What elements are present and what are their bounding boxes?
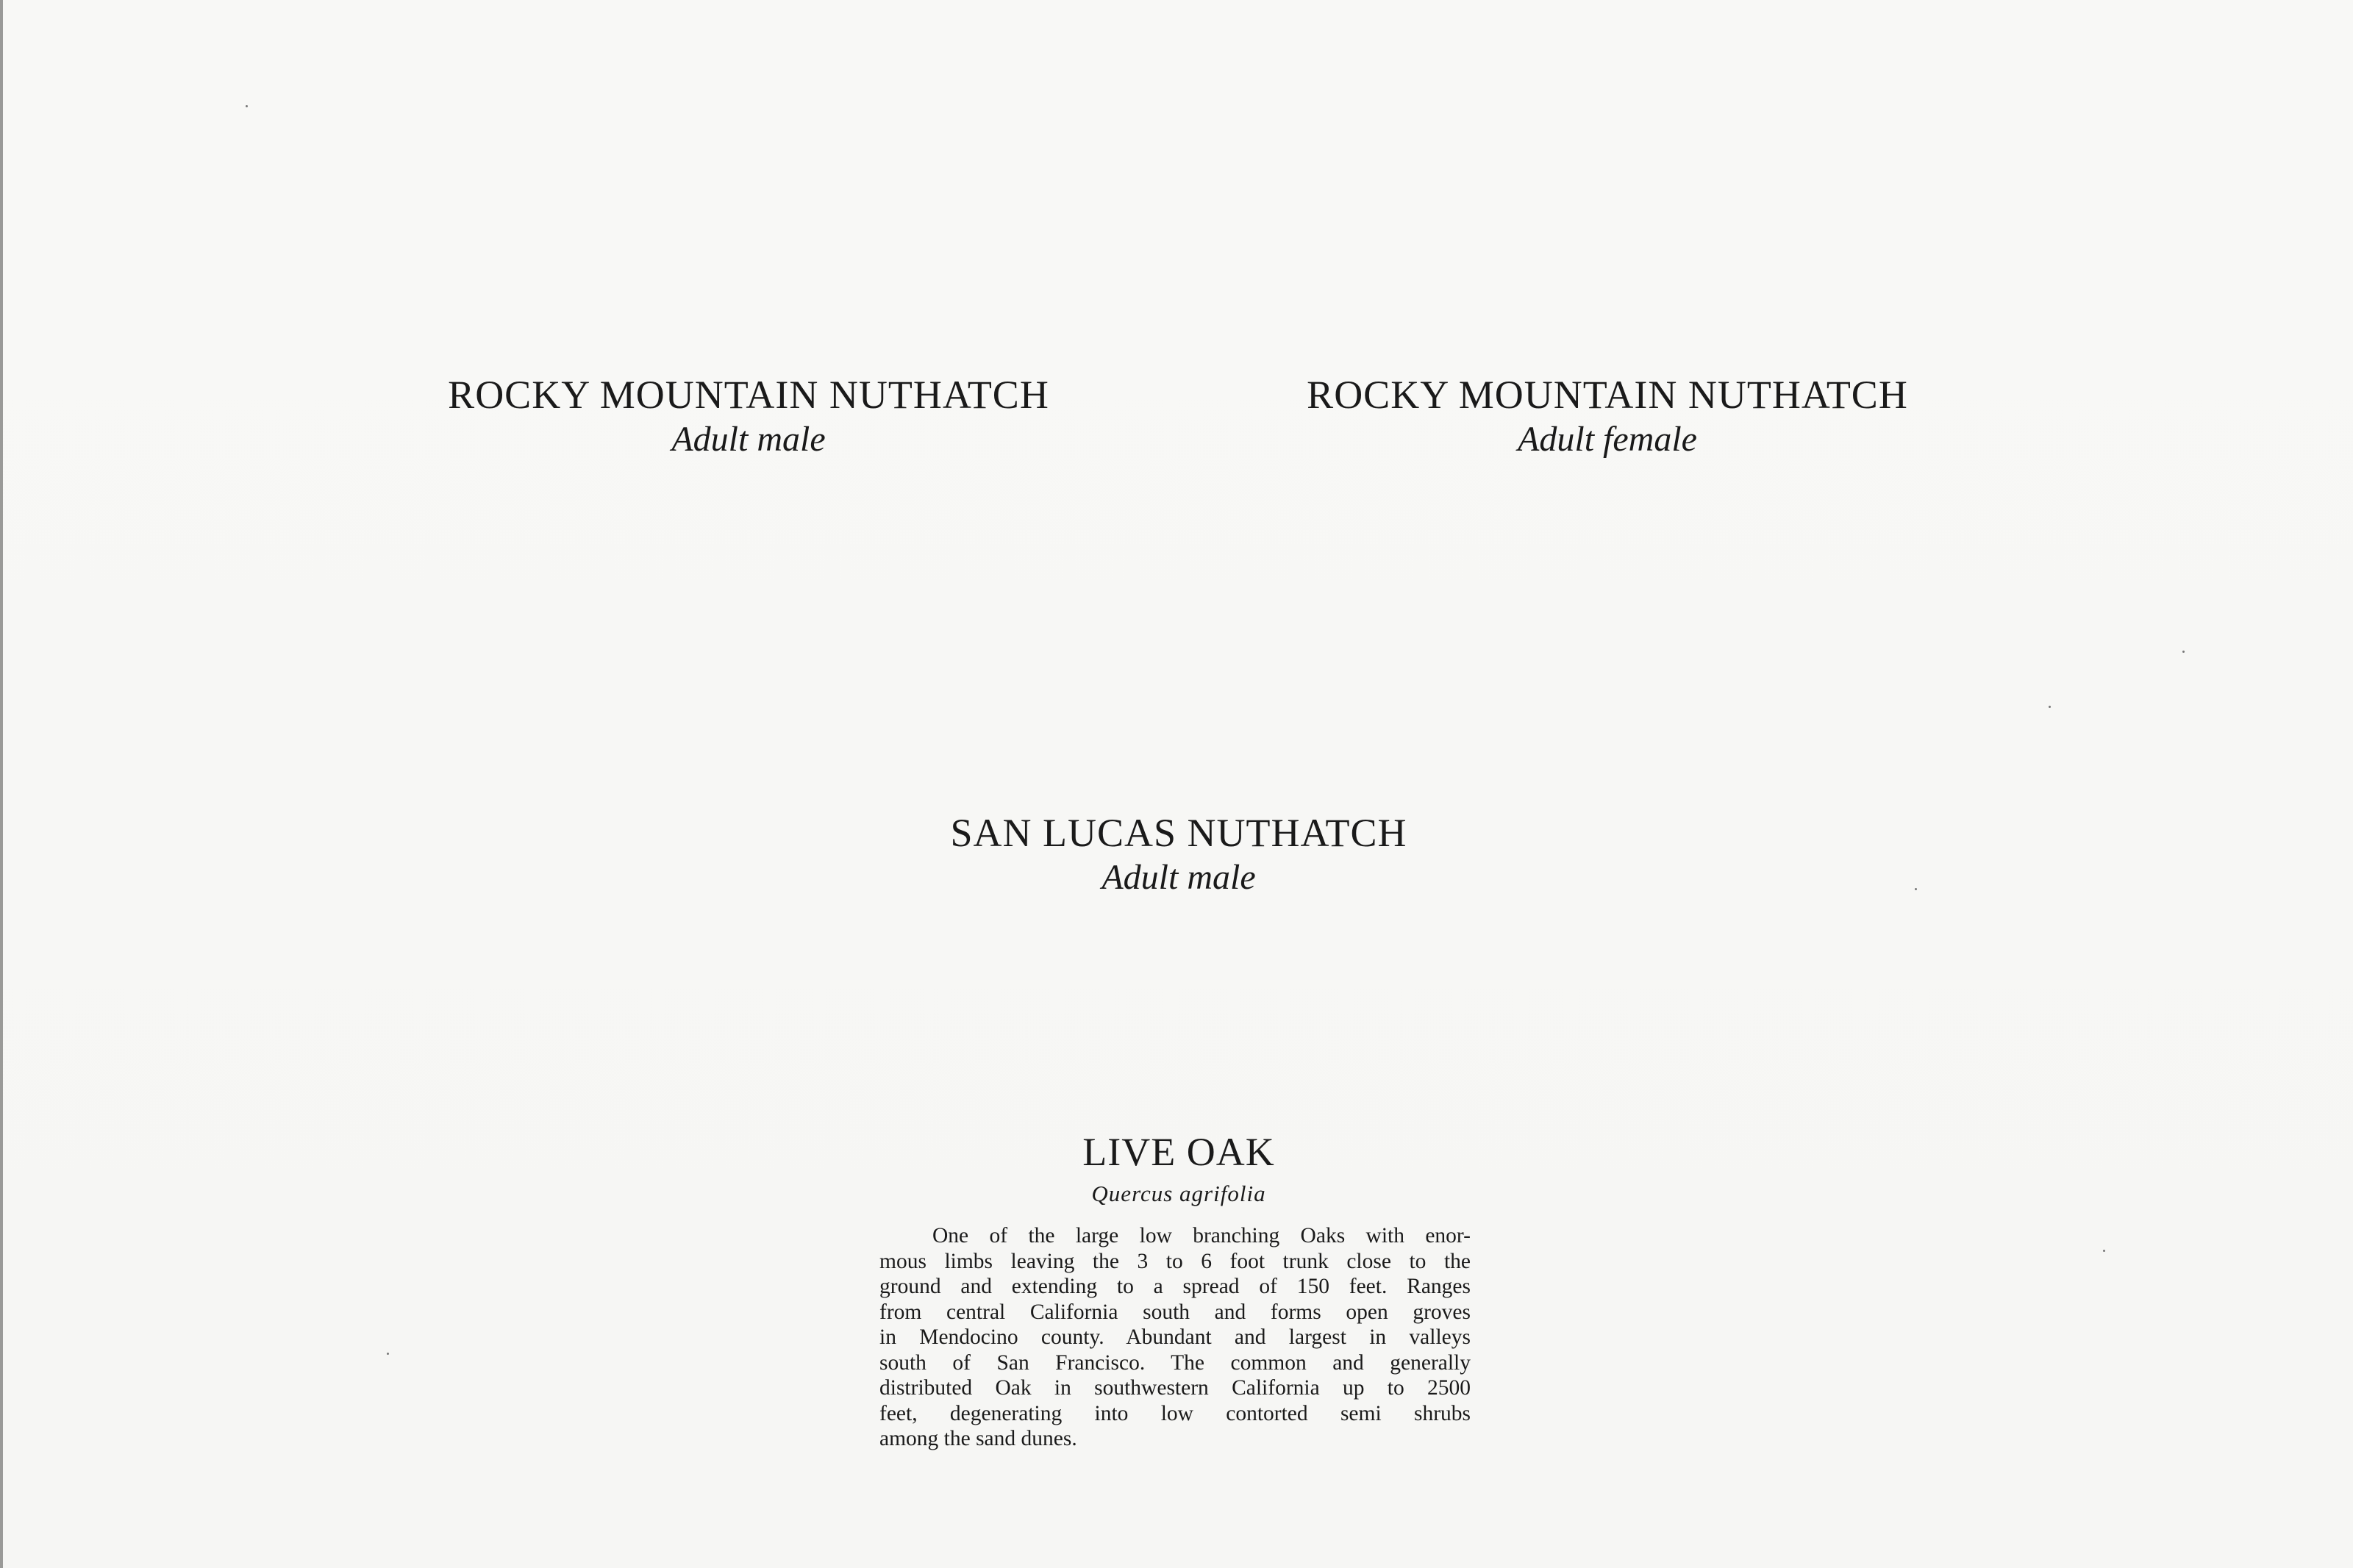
paper-speck bbox=[2049, 706, 2051, 708]
description-line: from central California south and forms open groves bbox=[879, 1300, 1471, 1324]
page-edge bbox=[0, 0, 3, 1568]
description-line: ground and extending to a spread of 150 feet. Ranges bbox=[879, 1275, 1471, 1298]
paper-speck bbox=[2182, 651, 2185, 653]
description-line: One of the large low branching Oaks with enor- bbox=[932, 1224, 1471, 1247]
description-line: in Mendocino county. Abundant and largest in valleys bbox=[879, 1325, 1471, 1349]
caption-subtitle: Adult male bbox=[1101, 858, 1256, 898]
live-oak-title: LIVE OAK bbox=[1082, 1130, 1275, 1174]
live-oak-description bbox=[879, 1223, 1471, 1452]
description-line: among the sand dunes. bbox=[879, 1427, 1077, 1450]
caption-san-lucas-nuthatch-male bbox=[811, 810, 1546, 900]
paper-speck bbox=[387, 1353, 389, 1355]
caption-title: ROCKY MOUNTAIN NUTHATCH bbox=[448, 373, 1049, 417]
caption-title: SAN LUCAS NUTHATCH bbox=[950, 811, 1407, 855]
caption-rocky-mountain-nuthatch-female bbox=[1240, 372, 1975, 462]
caption-live-oak bbox=[811, 1129, 1546, 1207]
caption-subtitle: Adult female bbox=[1518, 420, 1697, 459]
caption-rocky-mountain-nuthatch-male bbox=[381, 372, 1116, 462]
paper-speck bbox=[2103, 1250, 2105, 1252]
description-line: south of San Francisco. The common and generally bbox=[879, 1350, 1471, 1375]
caption-title: ROCKY MOUNTAIN NUTHATCH bbox=[1307, 373, 1908, 417]
description-line: mous limbs leaving the 3 to 6 foot trunk close to the bbox=[879, 1249, 1471, 1273]
live-oak-latin-name: Quercus agrifolia bbox=[1091, 1181, 1266, 1207]
description-line: distributed Oak in southwestern California up to 2500 bbox=[879, 1376, 1471, 1400]
paper-speck bbox=[246, 105, 248, 107]
caption-subtitle: Adult male bbox=[671, 420, 826, 459]
description-line: feet, degenerating into low contorted semi shrubs bbox=[879, 1401, 1471, 1425]
paper-speck bbox=[1915, 888, 1917, 890]
